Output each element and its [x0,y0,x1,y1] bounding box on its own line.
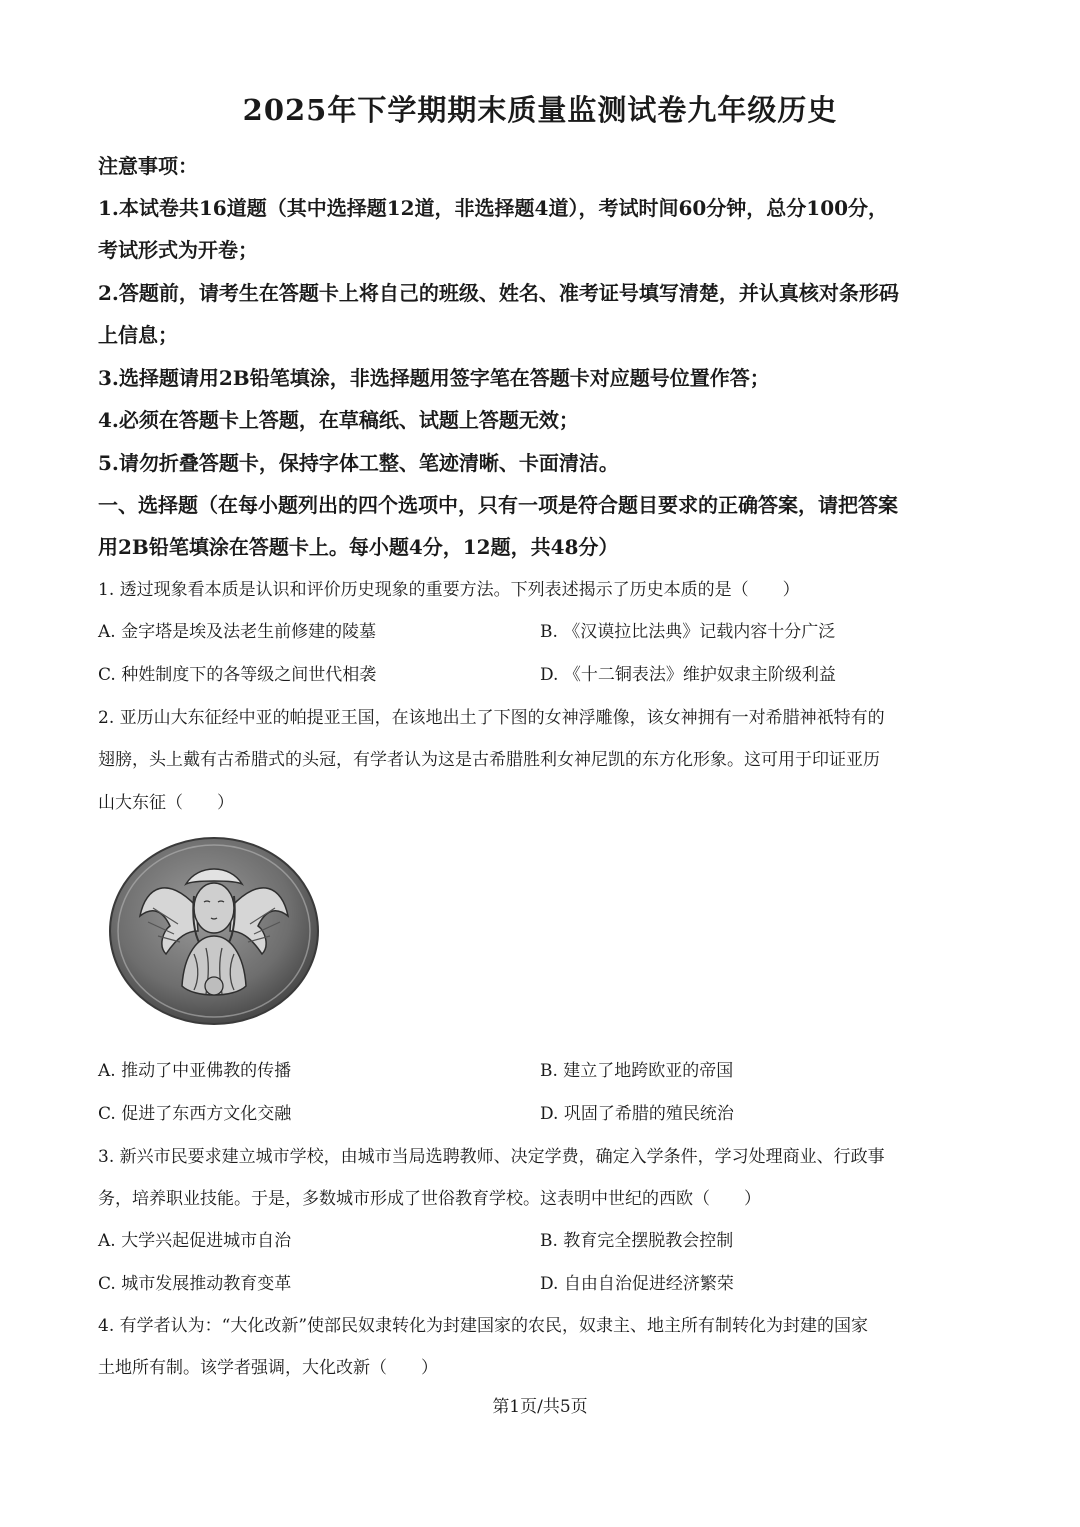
note-line: 1.本试卷共16道题（其中选择题12道，非选择题4道），考试时间60分钟，总分100分， [98,196,889,220]
question-1-option-a[interactable]: A. 金字塔是埃及法老生前修建的陵墓 [98,622,377,642]
question-1-option-b[interactable]: B. 《汉谟拉比法典》记载内容十分广泛 [540,622,836,642]
goddess-relief-coin-image [108,836,320,1026]
question-2-option-d[interactable]: D. 巩固了希腊的殖民统治 [540,1104,734,1124]
note-line: 考试形式为开卷； [98,238,258,262]
question-2-stem: 山大东征（ ） [98,793,234,813]
question-3-option-a[interactable]: A. 大学兴起促进城市自治 [98,1231,292,1251]
question-1-option-c[interactable]: C. 种姓制度下的各等级之间世代相袭 [98,665,377,685]
question-2-option-c[interactable]: C. 促进了东西方文化交融 [98,1104,292,1124]
page-number: 第1页/共5页 [492,1397,588,1417]
note-line: 3.选择题请用2B铅笔填涂，非选择题用签字笔在答题卡对应题号位置作答； [98,366,770,390]
note-line: 2.答题前，请考生在答题卡上将自己的班级、姓名、准考证号填写清楚，并认真核对条形码 [98,281,899,305]
question-4-stem: 土地所有制。该学者强调，大化改新（ ） [98,1358,438,1378]
question-3-option-b[interactable]: B. 教育完全摆脱教会控制 [540,1231,734,1251]
question-1-stem: 1. 透过现象看本质是认识和评价历史现象的重要方法。下列表述揭示了历史本质的是（ ） [98,580,800,600]
question-2-option-b[interactable]: B. 建立了地跨欧亚的帝国 [540,1061,734,1081]
question-3-option-d[interactable]: D. 自由自治促进经济繁荣 [540,1274,734,1294]
question-2-option-a[interactable]: A. 推动了中亚佛教的传播 [98,1061,292,1081]
note-line: 5.请勿折叠答题卡，保持字体工整、笔迹清晰、卡面清洁。 [98,451,619,475]
question-1-option-d[interactable]: D. 《十二铜表法》维护奴隶主阶级利益 [540,665,836,685]
note-line: 上信息； [98,323,178,347]
page-title: 2025年下学期期末质量监测试卷九年级历史 [242,93,838,127]
question-2-stem: 翅膀，头上戴有古希腊式的头冠，有学者认为这是古希腊胜利女神尼凯的东方化形象。这可用于印证亚历 [98,750,880,770]
question-3-stem: 务，培养职业技能。于是，多数城市形成了世俗教育学校。这表明中世纪的西欧（ ） [98,1189,761,1209]
note-line: 4.必须在答题卡上答题，在草稿纸、试题上答题无效； [98,408,579,432]
question-4-stem: 4. 有学者认为：“大化改新”使部民奴隶转化为封建国家的农民，奴隶主、地主所有制转化为封建的国家 [98,1316,869,1336]
section-heading: 一、选择题（在每小题列出的四个选项中，只有一项是符合题目要求的正确答案，请把答案 [98,493,898,517]
notes-heading: 注意事项： [98,154,198,178]
section-heading: 用2B铅笔填涂在答题卡上。每小题4分，12题，共48分） [98,535,619,559]
question-3-option-c[interactable]: C. 城市发展推动教育变革 [98,1274,292,1294]
question-2-stem: 2. 亚历山大东征经中亚的帕提亚王国，在该地出土了下图的女神浮雕像，该女神拥有一对希腊神祇特有的 [98,708,885,728]
question-3-stem: 3. 新兴市民要求建立城市学校，由城市当局选聘教师、决定学费，确定入学条件，学习处理商业、行政事 [98,1147,885,1167]
